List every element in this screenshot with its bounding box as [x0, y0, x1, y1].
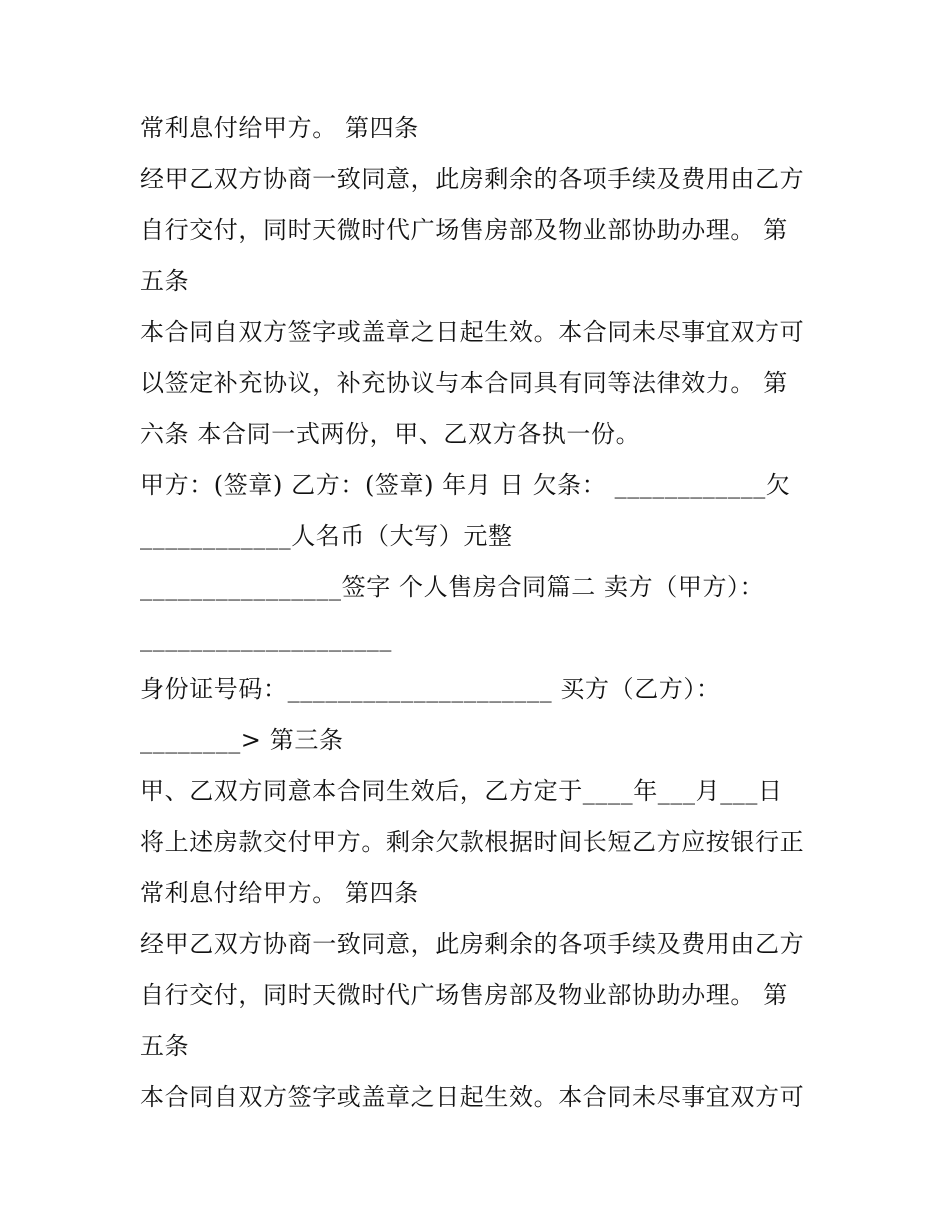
text-line: 经甲乙双方协商一致同意，此房剩余的各项手续及费用由乙方 [140, 930, 805, 958]
text-line: ________________签字 个人售房合同篇二 卖方（甲方）： [140, 573, 765, 601]
text-line: 身份证号码：_____________________ 买方（乙方）： [140, 675, 721, 703]
text-line: 本合同自双方签字或盖章之日起生效。本合同未尽事宜双方可 [140, 1083, 805, 1111]
text-line: 常利息付给甲方。 第四条 [140, 114, 419, 142]
text-line: ________> 第三条 [140, 726, 344, 754]
text-line: 甲、乙双方同意本合同生效后，乙方定于____年___月___日 [140, 777, 783, 805]
text-line: 五条 [140, 1032, 190, 1060]
text-line: 六条 本合同一式两份，甲、乙双方各执一份。 [140, 420, 641, 448]
text-line: 将上述房款交付甲方。剩余欠款根据时间长短乙方应按银行正 [140, 828, 805, 856]
text-line: 五条 [140, 267, 190, 295]
text-line: ____________人名币（大写）元整 [140, 522, 513, 550]
contract-text [140, 103, 830, 1123]
text-line: 自行交付，同时天微时代广场售房部及物业部协助办理。 第 [140, 981, 788, 1009]
text-line: 自行交付，同时天微时代广场售房部及物业部协助办理。 第 [140, 216, 788, 244]
text-line: ____________________ [140, 624, 392, 652]
text-line: 以签定补充协议，补充协议与本合同具有同等法律效力。 第 [140, 369, 788, 397]
text-line: 常利息付给甲方。 第四条 [140, 879, 419, 907]
text-line: 本合同自双方签字或盖章之日起生效。本合同未尽事宜双方可 [140, 318, 805, 346]
text-line: 经甲乙双方协商一致同意，此房剩余的各项手续及费用由乙方 [140, 165, 805, 193]
text-line: 甲方：(签章) 乙方：(签章) 年月 日 欠条： ____________欠 [140, 471, 791, 499]
